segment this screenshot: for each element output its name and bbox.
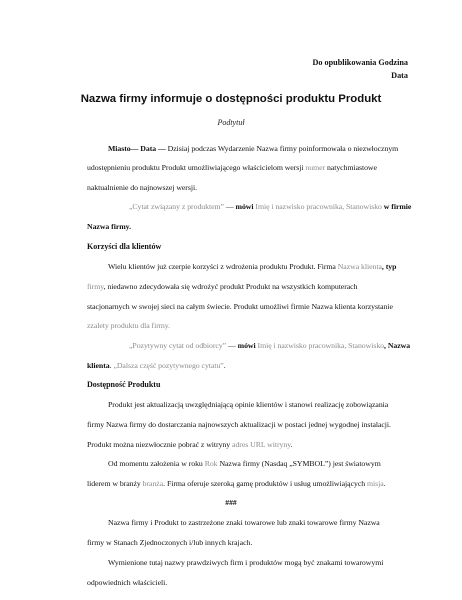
text-run: . [383,479,386,488]
press-release-subtitle: Podtytuł [217,118,245,127]
paragraph-line [108,262,396,271]
paragraph-line: odpowiednich właścicieli. [87,578,168,587]
placeholder-person: Imię i nazwisko pracownika, Stanowisko [253,202,382,211]
text-run: , Nazwa [384,341,411,350]
dateline: Miasto— Data — [108,144,166,153]
placeholder-person: Imię i nazwisko pracownika, Stanowisko [255,341,385,350]
text-run: mówi [237,341,256,350]
paragraph-line [87,163,377,172]
text-run: Dzisiaj podczas Wydarzenie Nazwa firmy poinformowała o niezwłocznym [165,144,399,153]
end-marker: ### [225,498,237,507]
paragraph-line [108,459,381,468]
text-run: , typ [381,262,397,271]
placeholder-mission: misja [366,479,384,488]
text-run: klienta [87,361,110,370]
text-run: Produkt można niezwłocznie pobrać z witryny [87,440,233,449]
paragraph-line [87,361,226,370]
text-run: udostępnieniu produktu Produkt umożliwiającego właścicielom wersji [87,163,306,172]
placeholder-company-type: firmy [87,282,104,291]
release-block [312,56,408,82]
paragraph-line [129,202,411,211]
text-run: . [109,361,114,370]
text-run: Wielu klientów już czerpie korzyści z wdrożenia produktu Produkt. Firma [108,262,338,271]
text-run: — [223,202,236,211]
text-run: w firmie [381,202,412,211]
paragraph-line: Produkt jest aktualizacją uwzględniającą opinie klientów i stanowi realizację zobowiązania [108,400,389,409]
text-run: . [290,440,293,449]
paragraph-line: Wymienione tutaj nazwy prawdziwych firm i produktów mogą być znakami towarowymi [108,558,384,567]
text-run: , niedawno zdecydowała się wdrożyć produkt Produkt na wszystkich komputerach [103,282,358,291]
paragraph-line [87,440,293,449]
text-run: Nazwa firmy (Nasdaq „SYMBOL”) jest światowym [217,459,381,468]
placeholder-client: Nazwa klienta [337,262,382,271]
placeholder-quote: „Pozytywny cytat od odbiorcy” [129,341,227,350]
text-run: — [226,341,238,350]
paragraph-line [87,282,357,291]
release-time: Do opublikowania Godzina [312,58,408,67]
section-heading-benefits: Korzyści dla klientów [87,242,162,251]
placeholder-url: adres URL witryny [232,440,291,449]
text-run: . Firma oferuje szeroką gamę produktów i usług umożliwiających [163,479,367,488]
placeholder-quote: „Dalsza część pozytywnego cytatu” [113,361,224,370]
placeholder-industry: branża [142,479,164,488]
text-run: liderem w branży [87,479,143,488]
paragraph-line [87,479,386,488]
paragraph-line: Nazwa firmy. [87,222,132,231]
placeholder-year: Rok [204,459,218,468]
paragraph-line [129,341,410,350]
press-release-title: Nazwa firmy informuje o dostępności produktu Produkt [80,93,382,105]
section-heading-availability: Dostępność Produktu [87,380,161,389]
paragraph-line [108,144,398,153]
paragraph-line: zzalety produktu dla firmy. [87,321,171,330]
release-date: Data [391,71,408,80]
placeholder-quote: „Cytat związany z produktem” [129,202,224,211]
placeholder-version: numer [305,163,326,172]
paragraph-line: stacjonarnych w swojej sieci na całym świecie. Produkt umożliwi firmie Nazwa klienta korzystanie [87,302,393,311]
text-run: Od momentu założenia w roku [108,459,205,468]
text-run: natychmiastowe [325,163,377,172]
paragraph-line: firmy Nazwa firmy do dostarczania najnowszych aktualizacji w postaci jednej wygodnej instalacji. [87,420,391,429]
paragraph-line: Nazwa firmy i Produkt to zastrzeżone znaki towarowe lub znaki towarowe firmy Nazwa [108,518,380,527]
text-run: . [223,361,226,370]
paragraph-line: naktualnienie do najnowszej wersji. [87,183,197,192]
text-run: mówi [235,202,254,211]
paragraph-line: firmy w Stanach Zjednoczonych i/lub innych krajach. [87,538,253,547]
